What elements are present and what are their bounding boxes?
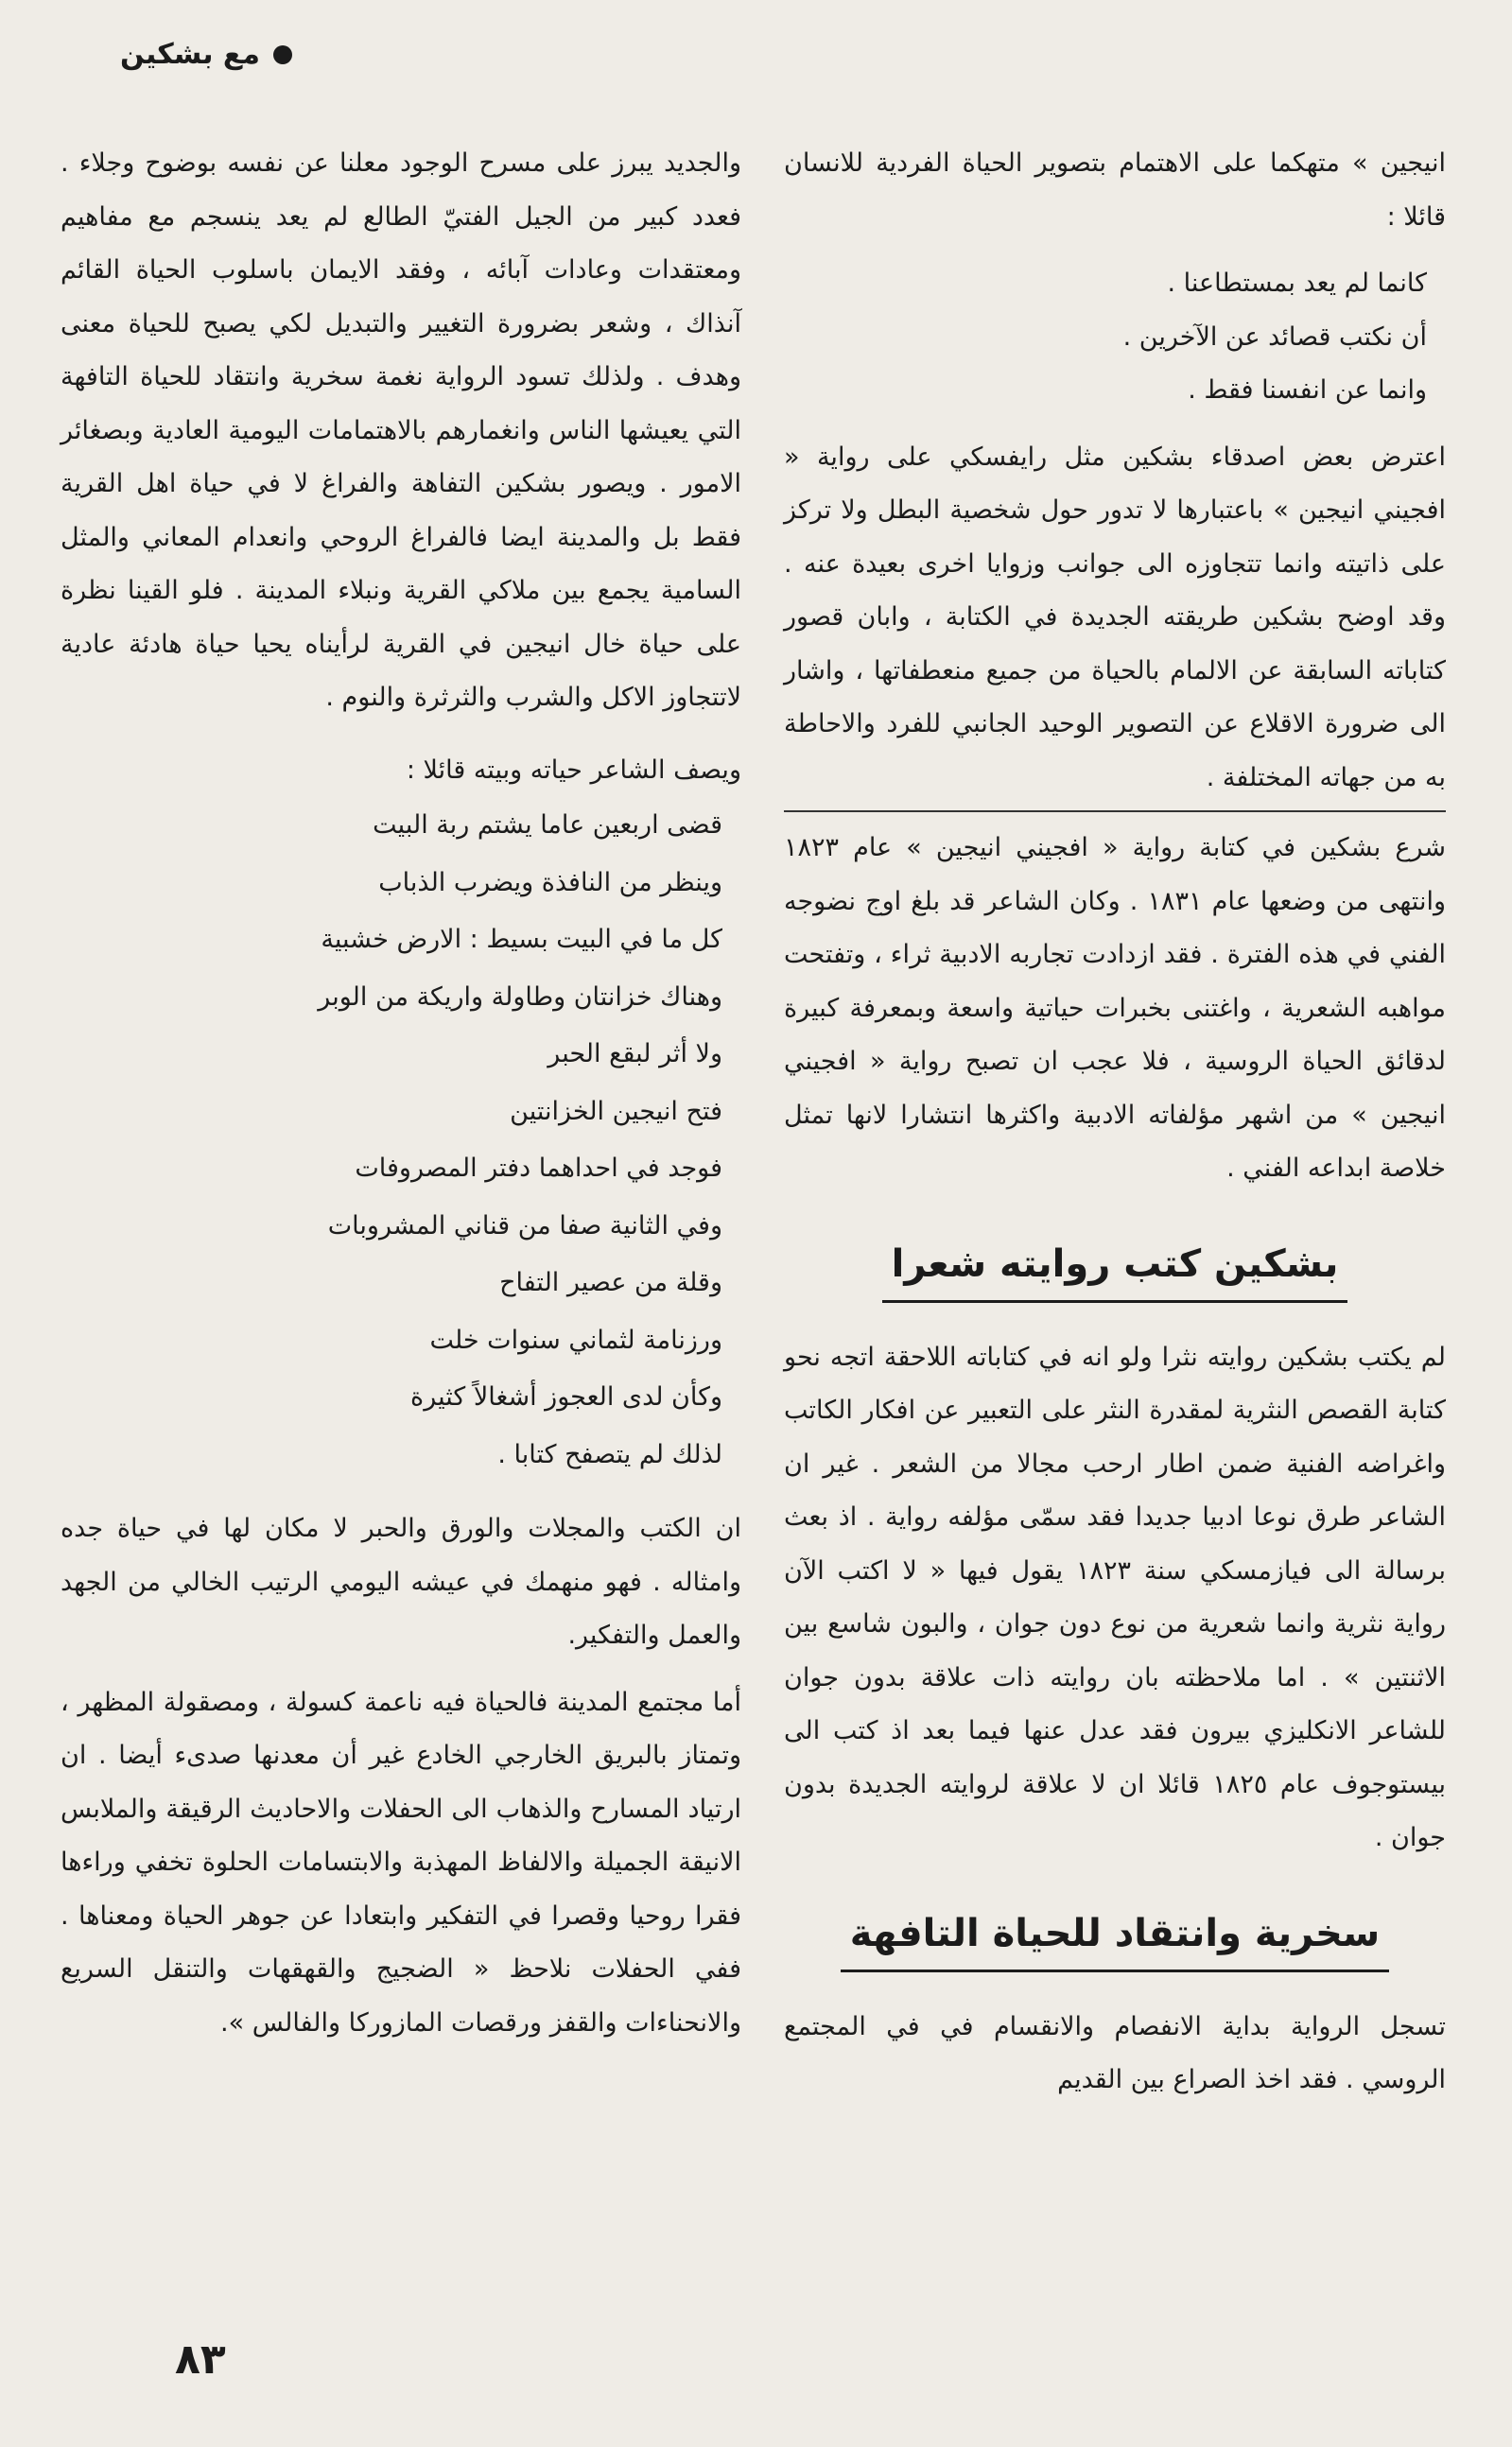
left-paragraph-3: أما مجتمع المدينة فالحياة فيه ناعمة كسولة ، ومصقولة المظهر ، وتمتاز بالبريق الخارجي الخادع غير أن معدنها صدىء أيضا . ان ارتياد المسارح والذهاب الى الحفلات والاحاديث الرقيقة والملابس الانيقة الجميلة والالفاظ المهذبة والابتسامات الحلوة تخفي وراءها فقرا روحيا وقصرا في التفكير وابتعادا عن جوهر الحياة ومعناها . ففي الحفلات نلاحظ « الضجيج والقهقهات والتنقل السريع والانحناءات والقفز ورقصات المازوركا والفالس ».: [61, 1687, 741, 2038]
verse-line: ولا أثر لبقع الحبر: [547, 1039, 722, 1068]
verse-line: كل ما في البيت بسيط : الارض خشبية: [321, 925, 722, 954]
verse-line: كانما لم يعد بمستطاعنا .: [1167, 269, 1427, 298]
right-paragraph-4: تسجل الرواية بداية الانفصام والانقسام في في المجتمع الروسي . فقد اخذ الصراع بين القديم: [784, 2011, 1446, 2094]
running-header: [120, 38, 292, 71]
verse-line: وكأن لدى العجوز أشغالاً كثيرة: [410, 1382, 722, 1412]
page-number: ٨٣: [175, 2335, 226, 2384]
left-intro-2: ويصف الشاعر حياته وبيته قائلا :: [406, 755, 741, 785]
section-heading-2: [784, 1905, 1446, 1972]
verse-line: قضى اربعين عاما يشتم ربة البيت: [373, 810, 722, 840]
verse-line: وهناك خزانتان وطاولة واريكة من الوبر: [318, 981, 722, 1012]
verse-line: فوجد في احداهما دفتر المصروفات: [355, 1154, 722, 1183]
verse-line: لذلك لم يتصفح كتابا .: [497, 1439, 722, 1469]
left-paragraph-1: والجديد يبرز على مسرح الوجود معلنا عن نفسه بوضوح وجلاء . فعدد كبير من الجيل الفتيّ الطالع لم يعد ينسجم مع مفاهيم ومعتقدات وعادات آبائه ، وفقد الايمان باسلوب الحياة القائم آنذاك ، وشعر بضرورة التغيير والتبديل لكي يصبح للحياة معنى وهدف . ولذلك تسود الرواية نغمة سخرية وانتقاد للحياة التافهة التي يعيشها الناس وانغمارهم بالاهتمامات اليومية العادية وبصغائر الامور . ويصور بشكين التفاهة والفراغ لا في حياة اهل القرية فقط بل والمدينة ايضا فالفراغ الروحي وانعدام المعاني والمثل السامية يجمع بين ملاكي القرية ونبلاء المدينة . فلو القينا نظرة على حياة خال انيجين في القرية لرأيناه يحيا حياة هادئة عادية لاتتجاوز الاكل والشرب والثرثرة والنوم .: [61, 148, 741, 712]
column-divider: [784, 810, 1446, 812]
right-paragraph-2: شرع بشكين في كتابة رواية « افجيني انيجين » عام ١٨٢٣ وانتهى من وضعها عام ١٨٣١ . وكان الشاعر قد بلغ اوج نضوجه الفني في هذه الفترة . فقد ازدادت تجاربه الادبية ثراء ، وتفتحت مواهبه الشعرية ، واغتنى بخبرات حياتية واسعة وبمعرفة كبيرة لدقائق الحياة الروسية ، فلا عجب ان تصبح رواية « افجيني انيجين » من اشهر مؤلفاته الادبية واكثرها انتشارا لانها تمثل خلاصة ابداعه الفني .: [784, 833, 1446, 1183]
verse-line: وانما عن انفسنا فقط .: [1188, 375, 1427, 405]
left-column: [61, 137, 741, 2050]
verse-line: فتح انيجين الخزانتين: [510, 1096, 722, 1126]
bullet-icon: [273, 45, 292, 64]
verse-line: وقلة من عصير التفاح: [499, 1268, 722, 1297]
right-paragraph-3: لم يكتب بشكين روايته نثرا ولو انه في كتاباته اللاحقة اتجه نحو كتابة القصص النثرية لمقدرة النثر على التعبير عن افكار الكاتب واغراضه الفنية ضمن اطار ارحب مجالا من الشعر . غير ان الشاعر طرق نوعا ادبيا جديدا فقد سمّى مؤلفه رواية . اذ بعث برسالة الى فيازمسكي سنة ١٨٢٣ يقول فيها « لا اكتب الآن رواية نثرية وانما شعرية من نوع دون جوان ، والبون شاسع بين الاثنتين » . اما ملاحظته بان روايته ذات علاقة بدون جوان للشاعر الانكليزي بيرون فقد عدل عنها فيما بعد اذ كتب الى بيستوجوف عام ١٨٢٥ قائلا ان لا علاقة لروايته الجديدة بدون جوان .: [784, 1342, 1446, 1852]
verse-line: أن نكتب قصائد عن الآخرين .: [1122, 321, 1427, 352]
verse-line: وفي الثانية صفا من قناني المشروبات: [327, 1210, 722, 1241]
section-heading-2-text: سخرية وانتقاد للحياة التافهة: [841, 1905, 1389, 1972]
header-title: مع بشكين: [120, 38, 260, 71]
left-paragraph-2: ان الكتب والمجلات والورق والحبر لا مكان لها في حياة جده وامثاله . فهو منهمك في عيشه اليومي الرتيب الخالي من الجهد والعمل والتفكير.: [61, 1514, 741, 1650]
right-column: [784, 137, 1446, 2108]
right-intro: انيجين » متهكما على الاهتمام بتصوير الحياة الفردية للانسان قائلا :: [784, 148, 1446, 232]
right-paragraph-1: اعترض بعض اصدقاء بشكين مثل رايفسكي على رواية « افجيني انيجين » باعتبارها لا تدور حول شخصية البطل ولا تركز على ذاتيته وانما تتجاوزه الى جوانب وزوايا اخرى بعيدة عنه . وقد اوضح بشكين طريقته الجديدة في الكتابة ، وابان قصور كتاباته السابقة عن الالمام بالحياة من جميع منعطفاتها ، واشار الى ضرورة الاقلاع عن التصوير الوحيد الجانبي للفرد والاحاطة به من جهاته المختلفة .: [784, 442, 1446, 792]
verse-line: وينظر من النافذة ويضرب الذباب: [378, 867, 722, 897]
verse-line: ورزنامة لثماني سنوات خلت: [429, 1325, 722, 1355]
section-heading-1-text: بشكين كتب روايته شعرا: [882, 1236, 1348, 1303]
section-heading-1: [784, 1236, 1446, 1303]
